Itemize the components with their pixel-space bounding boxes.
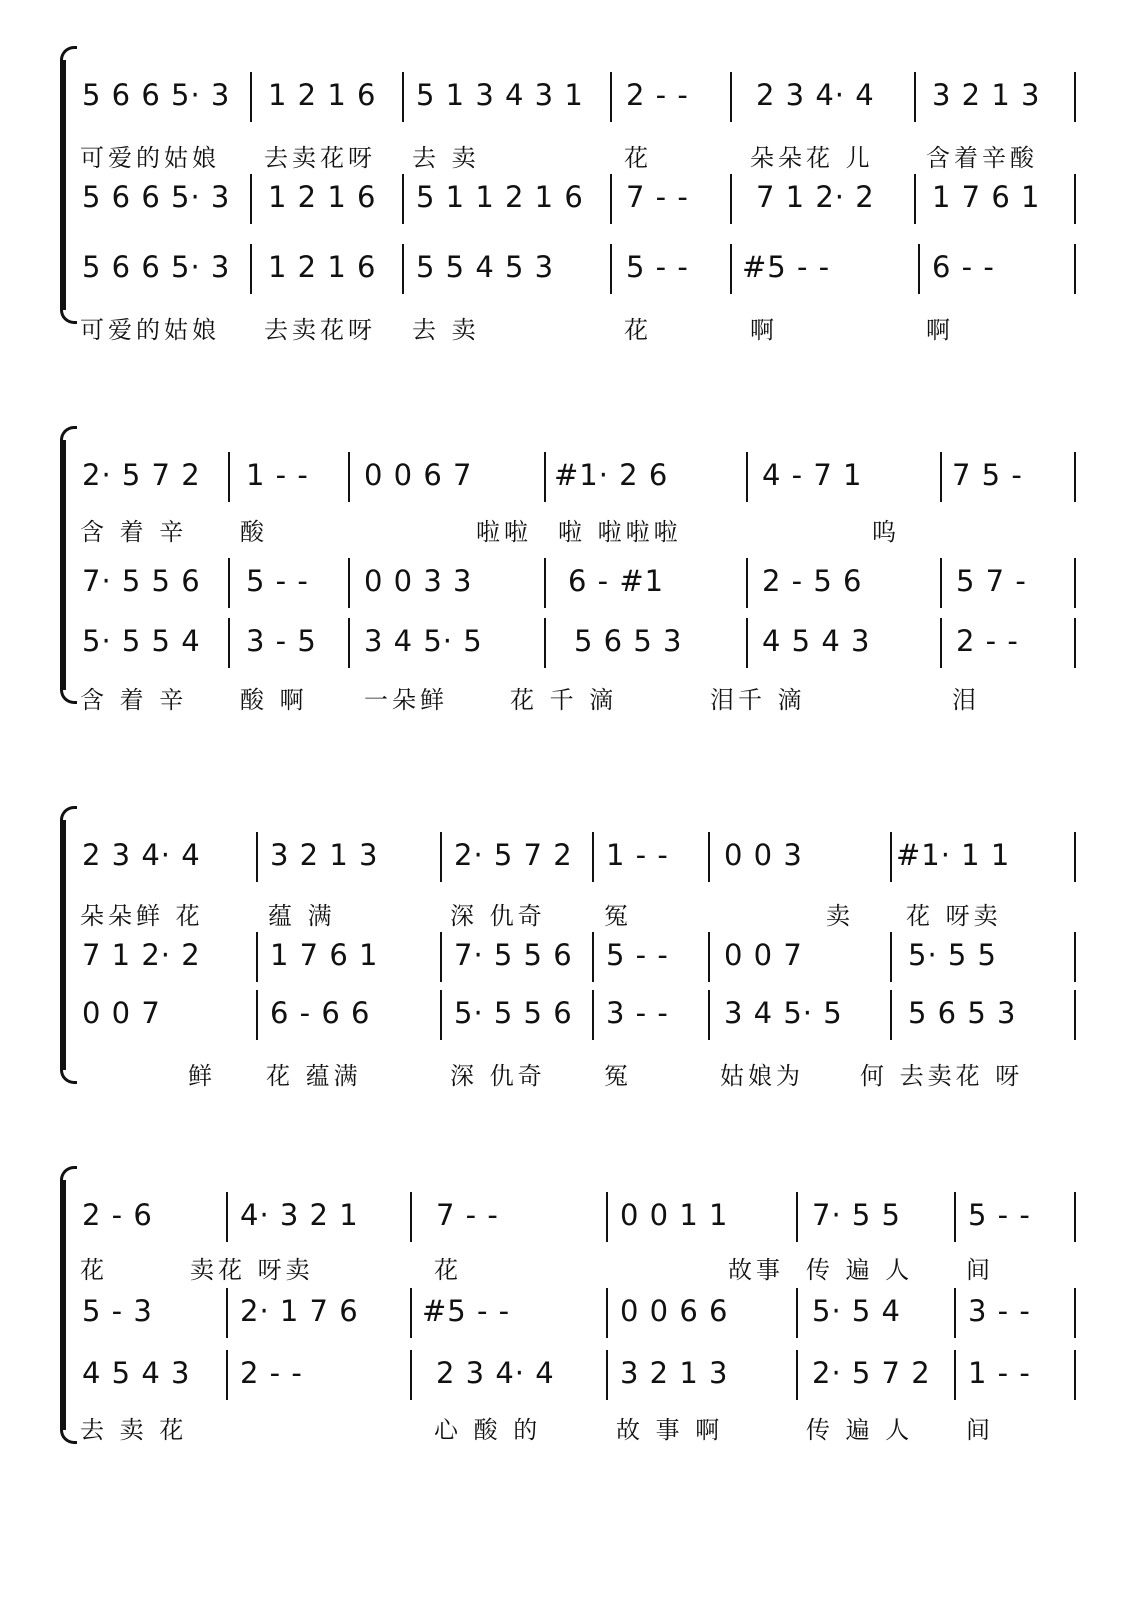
bass-staff: 0 0 7 6 - 6 6 5· 5 5 6 3 - - 3 4 5· 5 5 6 5 3 <box>82 990 1082 1040</box>
soprano-staff: 2 3 4· 4 3 2 1 3 2· 5 7 2 1 - - 0 0 3 #1· 1 1 <box>82 832 1082 882</box>
alto-staff: 5 - 3 2· 1 7 6 #5 - - 0 0 6 6 5· 5 4 3 - - <box>82 1288 1082 1338</box>
bass-lyric: 鲜 花 蕴满 深 仇奇 冤 姑娘为 何 去卖花 呀 <box>188 1062 1024 1090</box>
system-bracket <box>60 60 80 310</box>
soprano-staff: 2 - 6 4· 3 2 1 7 - - 0 0 1 1 7· 5 5 5 - - <box>82 1192 1082 1242</box>
soprano-lyric: 可爱的姑娘 去卖花呀 去 卖 花 朵朵花 儿 含着辛酸 <box>80 144 1038 172</box>
bass-staff: 4 5 4 3 2 - - 2 3 4· 4 3 2 1 3 2· 5 7 2 1 - - <box>82 1350 1082 1400</box>
soprano-lyric: 含 着 辛 酸 啦啦 啦 啦啦啦 呜 <box>80 518 900 546</box>
bass-lyric: 含 着 辛 酸 啊 一朵鲜 花 千 滴 泪千 滴 泪 <box>80 686 980 714</box>
system-bracket <box>60 440 80 690</box>
system-bracket <box>60 1180 80 1430</box>
bass-staff: 5· 5 5 4 3 - 5 3 4 5· 5 5 6 5 3 4 5 4 3 2 - - <box>82 618 1082 668</box>
soprano-lyric: 花 卖花 呀卖 花 故事 传 遍 人 间 <box>80 1256 994 1284</box>
soprano-staff: 5 6 6 5· 3 1 2 1 6 5 1 3 4 3 1 2 - - 2 3 4· 4 3 2 1 3 <box>82 72 1082 122</box>
alto-staff: 5 6 6 5· 3 1 2 1 6 5 1 1 2 1 6 7 - - 7 1 2· 2 1 7 6 1 <box>82 174 1082 224</box>
soprano-lyric: 朵朵鲜 花 蕴 满 深 仇奇 冤 卖 花 呀卖 <box>80 902 1002 930</box>
alto-staff: 7 1 2· 2 1 7 6 1 7· 5 5 6 5 - - 0 0 7 5· 5 5 <box>82 932 1082 982</box>
soprano-staff: 2· 5 7 2 1 - - 0 0 6 7 #1· 2 6 4 - 7 1 7 5 - <box>82 452 1082 502</box>
bass-lyric: 去 卖 花 心 酸 的 故 事 啊 传 遍 人 间 <box>80 1416 994 1444</box>
alto-staff: 7· 5 5 6 5 - - 0 0 3 3 6 - #1 2 - 5 6 5 7 - <box>82 558 1082 608</box>
bass-staff: 5 6 6 5· 3 1 2 1 6 5 5 4 5 3 5 - - #5 - - 6 - - <box>82 244 1082 294</box>
bass-lyric: 可爱的姑娘 去卖花呀 去 卖 花 啊 啊 <box>80 316 954 344</box>
system-bracket <box>60 820 80 1070</box>
